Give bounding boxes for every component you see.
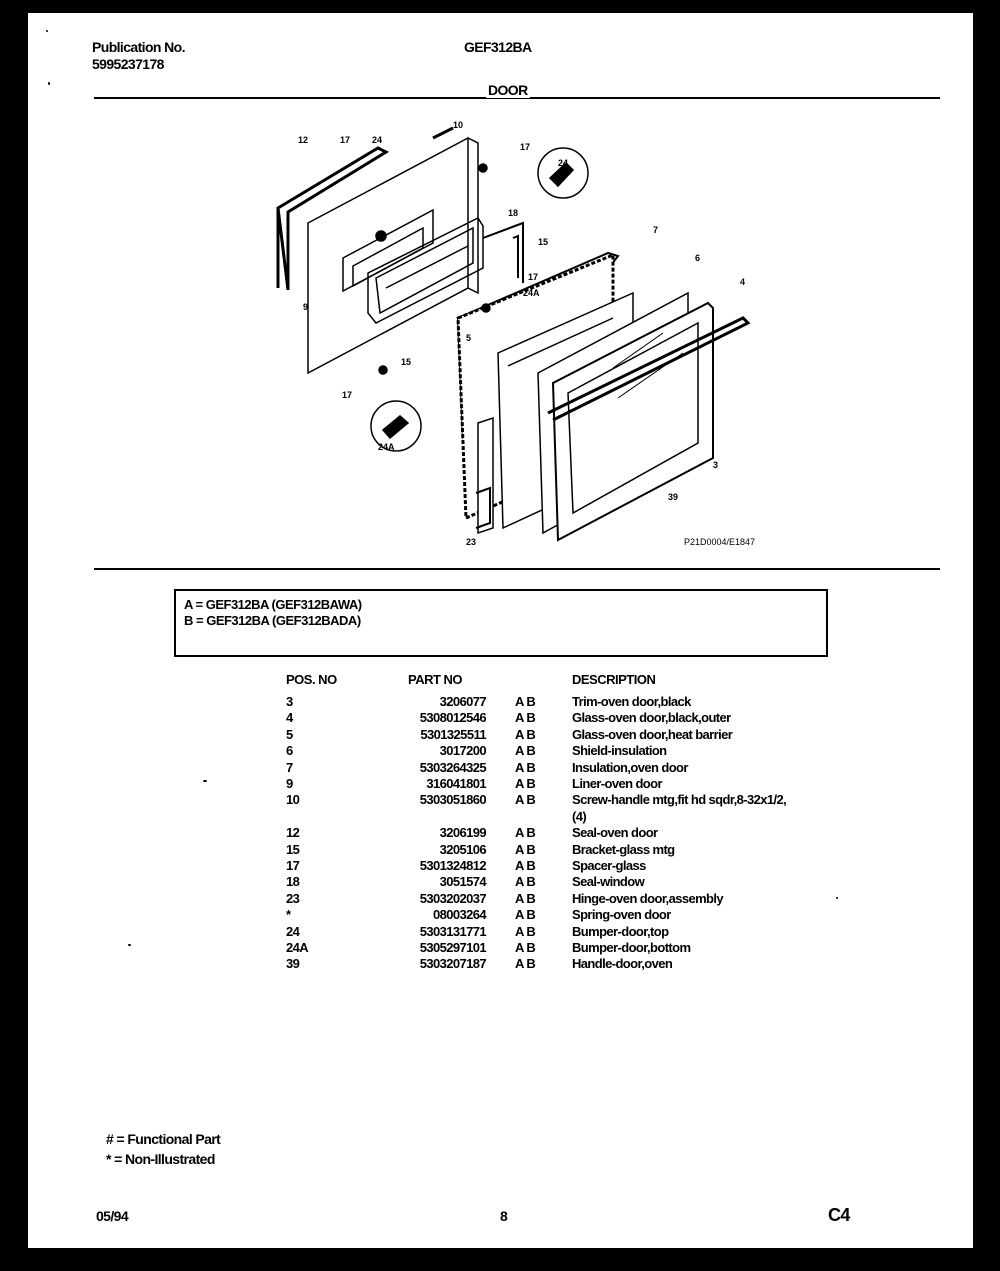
row-pos: 7	[286, 759, 293, 775]
header-desc: DESCRIPTION	[572, 672, 656, 687]
legend-row-a: A = GEF312BA (GEF312BAWA)	[184, 597, 362, 612]
callout-label: 6	[695, 253, 701, 263]
scan-speck	[128, 944, 131, 946]
row-models: A B	[515, 907, 536, 923]
callout-label: 23	[466, 537, 477, 547]
row-description: Screw-handle mtg,fit hd sqdr,8-32x1/2,	[572, 792, 787, 808]
scan-speck	[48, 82, 50, 85]
row-models: A B	[515, 726, 536, 742]
row-description: Bumper-door,top	[572, 923, 669, 939]
row-pos: 23	[286, 890, 300, 906]
callout-label: 15	[401, 357, 412, 367]
row-pos: 6	[286, 743, 293, 759]
row-pos: 39	[286, 956, 300, 972]
callout-label: 3	[713, 460, 719, 470]
row-description: (4)	[572, 808, 587, 824]
row-description: Seal-window	[572, 874, 645, 890]
table-row	[28, 710, 973, 726]
footnote-functional: # = Functional Part	[106, 1131, 221, 1147]
table-row	[28, 825, 973, 841]
row-part-number: 5303202037	[419, 890, 486, 906]
row-description: Trim-oven door,black	[572, 694, 691, 709]
section-title: DOOR	[488, 82, 528, 98]
callout-label: 39	[668, 492, 679, 502]
row-description: Glass-oven door,heat barrier	[572, 726, 733, 742]
callout-label: 15	[538, 237, 549, 247]
publication-number: 5995237178	[92, 56, 164, 72]
legend-row-b: B = GEF312BA (GEF312BADA)	[184, 613, 361, 628]
row-part-number: 5301324812	[419, 858, 486, 873]
row-part-number: 5303131771	[419, 923, 486, 939]
callout-label: 10	[453, 120, 464, 130]
model-legend	[174, 589, 828, 657]
header-pos: POS. NO	[286, 672, 337, 687]
table-row	[28, 694, 973, 710]
callout-label: 24	[558, 158, 569, 168]
callout-label: 5	[466, 333, 472, 343]
row-pos: 4	[286, 710, 293, 726]
row-models: A B	[515, 759, 536, 775]
row-part-number: 3205106	[439, 841, 486, 857]
footer-code: C4	[828, 1205, 850, 1225]
row-part-number: 5303264325	[419, 759, 486, 775]
diagram-divider	[94, 568, 940, 570]
callout-label: 24A	[523, 288, 540, 298]
footnote-non-illustrated: * = Non-Illustrated	[106, 1151, 215, 1167]
row-part-number: 3206199	[439, 825, 486, 841]
row-models: A B	[515, 940, 536, 955]
row-description: Liner-oven door	[572, 776, 662, 791]
row-description: Seal-oven door	[572, 825, 658, 841]
row-part-number: 5308012546	[419, 710, 486, 726]
row-models: A B	[515, 825, 536, 841]
row-part-number: 3206077	[439, 694, 486, 709]
header-part: PART NO	[408, 672, 463, 687]
callout-label: 24A	[378, 442, 395, 452]
callout-label: 17	[520, 142, 531, 152]
callout-label: 17	[342, 390, 353, 400]
row-description: Handle-door,oven	[572, 956, 673, 972]
row-pos: 5	[286, 726, 293, 742]
row-description: Bracket-glass mtg	[572, 841, 675, 857]
table-row	[28, 760, 973, 776]
row-part-number: 5301325511	[420, 726, 486, 742]
row-pos: 9	[286, 776, 293, 791]
scan-speck	[46, 30, 48, 32]
table-row	[28, 792, 973, 808]
table-row	[28, 956, 973, 972]
table-row	[28, 842, 973, 858]
row-description: Insulation,oven door	[572, 759, 688, 775]
row-part-number: 08003264	[432, 907, 486, 923]
callout-label: 18	[508, 208, 519, 218]
row-description: Spacer-glass	[572, 858, 646, 873]
footer-page: 8	[500, 1208, 508, 1224]
table-row	[28, 907, 973, 923]
row-models: A B	[515, 890, 536, 906]
scan-speck	[203, 780, 207, 782]
row-description: Hinge-oven door,assembly	[572, 890, 724, 906]
callout-label: 17	[340, 135, 351, 145]
row-models: A B	[515, 743, 536, 759]
exploded-door-diagram	[268, 108, 798, 553]
row-part-number: 5303051860	[419, 792, 486, 808]
row-part-number: 5305297101	[419, 940, 486, 955]
callout-label: 24	[372, 135, 383, 145]
callout-label: 12	[298, 135, 309, 145]
row-pos: 24A	[286, 940, 309, 955]
row-models: A B	[515, 776, 536, 791]
model-number: GEF312BA	[464, 39, 532, 55]
table-row	[28, 809, 973, 825]
row-pos: 10	[286, 792, 300, 808]
row-part-number: 3051574	[439, 874, 486, 890]
scan-speck	[836, 897, 838, 899]
row-description: Bumper-door,bottom	[572, 940, 691, 955]
footer-date: 05/94	[96, 1208, 129, 1224]
table-row	[28, 891, 973, 907]
callout-label: 17	[528, 272, 539, 282]
callout-label: 4	[740, 277, 746, 287]
table-row	[28, 776, 973, 792]
parts-page	[28, 13, 973, 1248]
table-row	[28, 940, 973, 956]
row-pos: 24	[286, 923, 300, 939]
row-models: A B	[515, 792, 536, 808]
row-models: A B	[515, 841, 536, 857]
row-pos: 15	[286, 841, 300, 857]
table-row	[28, 924, 973, 940]
row-pos: 3	[286, 694, 293, 709]
table-row	[28, 743, 973, 759]
row-description: Glass-oven door,black,outer	[572, 710, 731, 726]
diagram-svg	[268, 108, 798, 553]
row-pos: 12	[286, 825, 300, 841]
table-row	[28, 858, 973, 874]
row-pos: 17	[286, 858, 300, 873]
row-pos: 18	[286, 874, 300, 890]
row-models: A B	[515, 956, 536, 972]
row-models: A B	[515, 874, 536, 890]
publication-label: Publication No.	[92, 39, 185, 55]
row-description: Shield-insulation	[572, 743, 667, 759]
row-models: A B	[515, 923, 536, 939]
row-description: Spring-oven door	[572, 907, 671, 923]
table-row	[28, 727, 973, 743]
row-part-number: 316041801	[426, 776, 486, 791]
drawing-code: P21D0004/E1847	[684, 537, 756, 547]
row-pos: *	[286, 907, 291, 923]
row-part-number: 3017200	[439, 743, 486, 759]
row-models: A B	[515, 694, 536, 709]
table-row	[28, 874, 973, 890]
row-part-number: 5303207187	[419, 956, 486, 972]
row-models: A B	[515, 858, 536, 873]
callout-label: 7	[653, 225, 659, 235]
callout-label: 9	[303, 302, 309, 312]
row-models: A B	[515, 710, 536, 726]
